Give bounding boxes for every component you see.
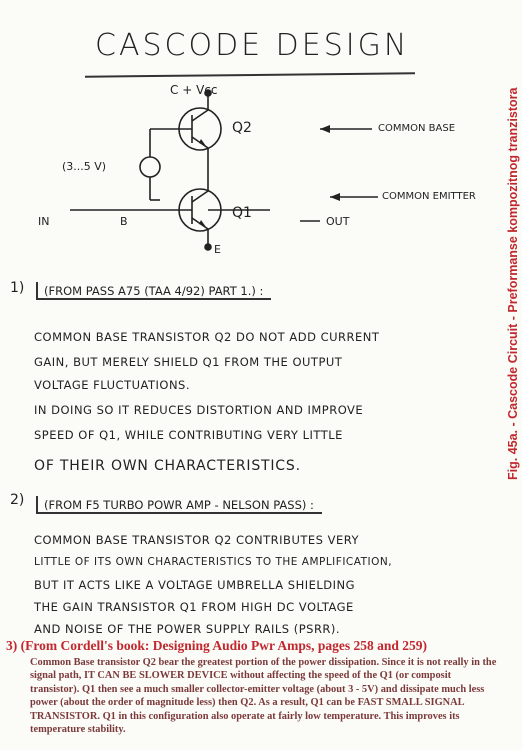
section-2-line: BUT IT ACTS LIKE A VOLTAGE UMBRELLA SHIELDING [34,578,356,592]
section-2-line: LITTLE OF ITS OWN CHARACTERISTICS TO THE AMPLIFICATION, [34,556,393,568]
section-1-line: COMMON BASE TRANSISTOR Q2 DO NOT ADD CURRENT [34,330,380,344]
vcc-label: C + Vcc [170,83,218,97]
section-1-line: VOLTAGE FLUCTUATIONS. [34,378,191,392]
cascode-circuit-diagram [0,85,505,275]
bias-voltage-source [140,157,160,177]
circuit-schematic [0,85,505,275]
q1-label: Q1 [232,205,252,221]
section-2-line: THE GAIN TRANSISTOR Q1 FROM HIGH DC VOLTAGE [34,600,354,614]
page-title: CASCODE DESIGN [95,28,410,63]
bias-voltage-label: (3...5 V) [62,160,107,173]
section-2-line: COMMON BASE TRANSISTOR Q2 CONTRIBUTES VERY [34,533,360,547]
output-label: OUT [326,215,350,228]
section-1-line: IN DOING SO IT REDUCES DISTORTION AND IMPROVE [34,403,364,417]
section-1-line: SPEED OF Q1, WHILE CONTRIBUTING VERY LITTLE [34,428,343,442]
input-label: IN [38,215,50,228]
section-2-heading: (FROM F5 TURBO POWR AMP - NELSON PASS) : [36,496,322,514]
section-1-number: 1) [10,280,25,296]
section-1-line: OF THEIR OWN CHARACTERISTICS. [34,458,301,474]
emitter-label: E [214,243,221,256]
section-2-line: AND NOISE OF THE POWER SUPPLY RAILS (PSRR). [34,622,341,636]
common-base-label: COMMON BASE [378,123,456,134]
section-2-number: 2) [10,492,25,508]
section-1-line: GAIN, BUT MERELY SHIELD Q1 FROM THE OUTPUT [34,355,343,369]
common-emitter-label: COMMON EMITTER [382,191,476,202]
q2-label: Q2 [232,120,252,136]
section-3-heading: 3) (From Cordell's book: Designing Audio Pwr Amps, pages 258 and 259) [6,638,428,653]
section-3-body: Common Base transistor Q2 bear the greatest portion of the power dissipation. Since it is not really in the signal path, IT CAN BE SLOWER DEVICE without affecting the speed of the Q1 (or composit transistor). Q1 then see a much smaller collector-emitter voltage (about 3 - 5V) and dissipate much less power (about the order of magnitude less) then Q2. As a result, Q1 can be FAST SMALL SIGNAL TRANSISTOR. Q1 in this configuration also operate at fairly low temperature. This improves its temperature stability. [30,657,497,736]
title-underline [85,72,415,77]
base-label: B [120,215,128,228]
section-1-heading: (FROM PASS A75 (TAA 4/92) PART 1.) : [36,282,271,300]
figure-caption: Fig. 45a. - Cascode Circuit - Preformanse kompozitnog tranzistora [506,87,520,480]
